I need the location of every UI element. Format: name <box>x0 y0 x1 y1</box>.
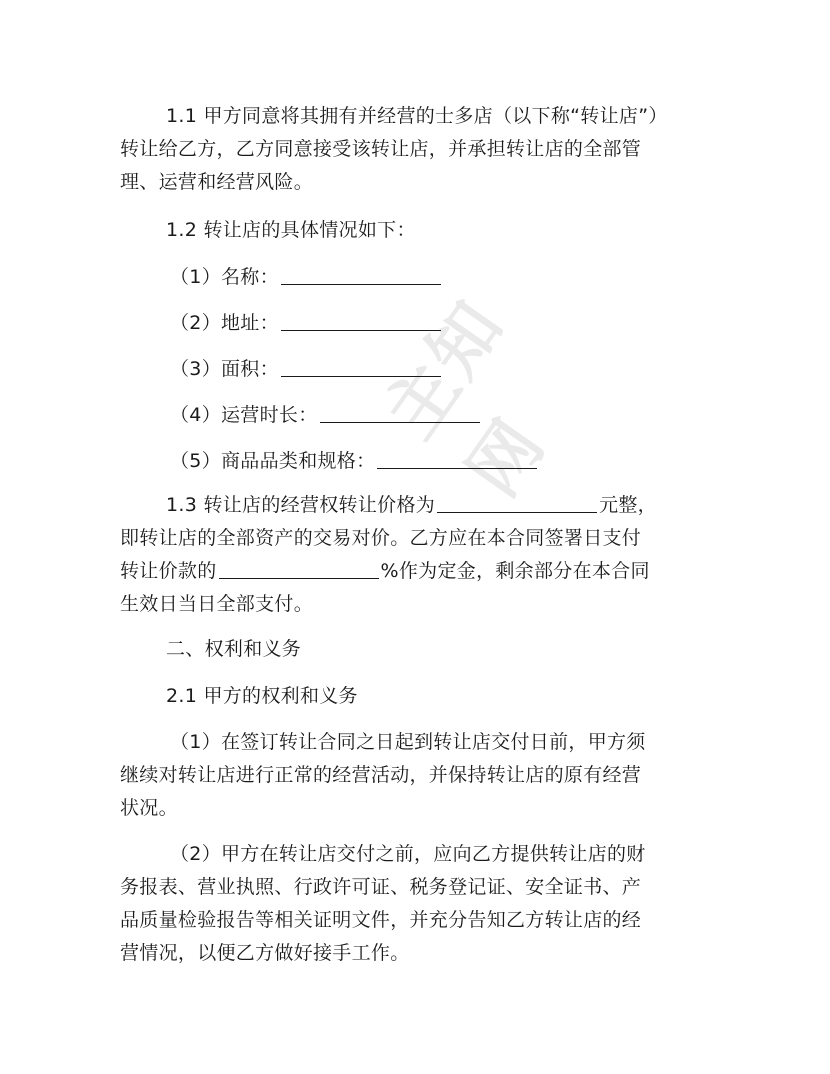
clause-2-1-1-line-1: （1）在签订转让合同之日起到转让店交付日前，甲方须 <box>170 731 646 753</box>
item-goods-label: （5）商品品类和规格： <box>170 450 376 472</box>
clause-1-1-line-2: 转让给乙方，乙方同意接受该转让店，并承担转让店的全部管 <box>120 138 642 160</box>
clause-1-2: 1.2 转让店的具体情况如下： <box>166 219 416 241</box>
clause-1-3-text-b: 元整， <box>599 494 657 516</box>
item-duration-label: （4）运营时长： <box>170 404 318 426</box>
section-2-heading: 二、权利和义务 <box>166 638 302 660</box>
clause-1-3-line-4: 生效日当日全部支付。 <box>120 593 314 615</box>
item-duration <box>170 399 780 432</box>
watermark: 主知网 <box>369 284 562 511</box>
clause-1-3-line-2: 即转让店的全部资产的交易对价。乙方应在本合同签署日支付 <box>120 527 642 549</box>
clause-1-3-text-a: 1.3 转让店的经营权转让价格为 <box>166 494 436 516</box>
name-blank-field[interactable] <box>281 264 441 285</box>
clause-2-1-2-line-4: 营情况，以便乙方做好接手工作。 <box>120 942 410 964</box>
clause-2-1: 2.1 甲方的权利和义务 <box>166 685 358 707</box>
clause-1-1-line-3: 理、运营和经营风险。 <box>120 171 314 193</box>
clause-1-3-line-1 <box>166 489 776 522</box>
address-blank-field[interactable] <box>281 310 441 331</box>
duration-blank-field[interactable] <box>320 402 480 423</box>
item-name <box>170 261 780 294</box>
clause-2-1-1-line-3: 状况。 <box>120 797 178 819</box>
price-blank-field[interactable] <box>437 492 597 513</box>
clause-2-1-1-line-2: 继续对转让店进行正常的经营活动，并保持转让店的原有经营 <box>120 764 642 786</box>
item-area <box>170 353 780 386</box>
item-name-label: （1）名称： <box>170 266 279 288</box>
item-area-label: （3）面积： <box>170 358 279 380</box>
clause-1-1-line-1: 1.1 甲方同意将其拥有并经营的士多店（以下称“转让店”） <box>166 105 668 127</box>
goods-blank-field[interactable] <box>377 448 537 469</box>
item-address <box>170 307 780 340</box>
item-address-label: （2）地址： <box>170 312 279 334</box>
clause-2-1-2-line-3: 品质量检验报告等相关证明文件，并充分告知乙方转让店的经 <box>120 909 642 931</box>
item-goods <box>170 445 780 478</box>
deposit-percent-blank-field[interactable] <box>219 558 379 579</box>
area-blank-field[interactable] <box>281 356 441 377</box>
clause-2-1-2-line-1: （2）甲方在转让店交付之前，应向乙方提供转让店的财 <box>170 843 646 865</box>
clause-1-3-line-3-a: 转让价款的 <box>120 560 217 582</box>
clause-1-3-line-3-b: %作为定金，剩余部分在本合同 <box>380 560 650 582</box>
clause-1-3-line-3 <box>120 555 730 588</box>
clause-2-1-2-line-2: 务报表、营业执照、行政许可证、税务登记证、安全证书、产 <box>120 876 642 898</box>
